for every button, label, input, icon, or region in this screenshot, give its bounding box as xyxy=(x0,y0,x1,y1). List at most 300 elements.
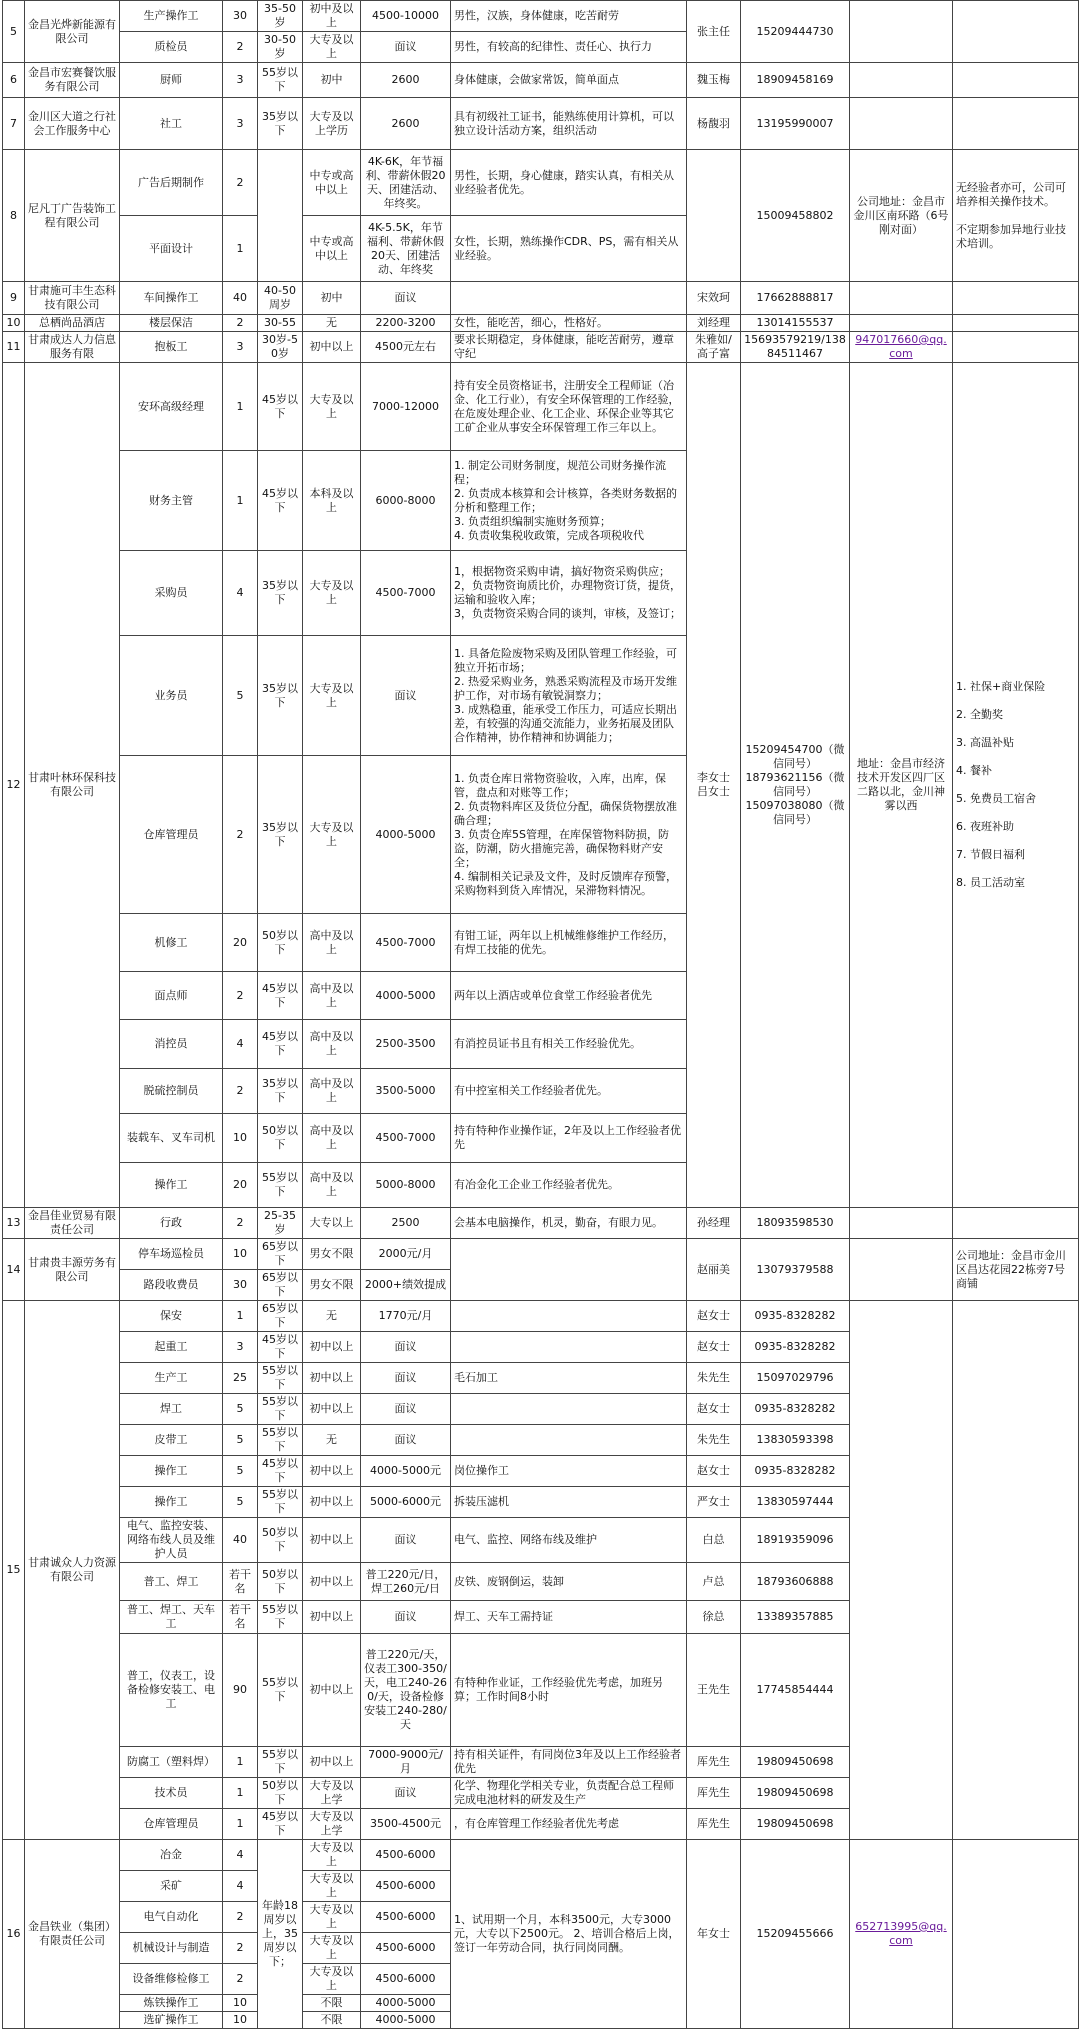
requirements-cell: 男性，长期，身心健康，踏实认真，有相关从业经验者优先。 xyxy=(451,150,687,216)
requirements-cell: 持有特种作业操作证，2年及以上工作经验者优先 xyxy=(451,1114,687,1163)
requirements-cell: 焊工、天车工需持证 xyxy=(451,1601,687,1634)
requirements-cell: 会基本电脑操作，机灵，勤奋，有眼力见。 xyxy=(451,1208,687,1239)
requirements-cell: 1，根据物资采购申请，搞好物资采购供应； 2，负责物资询质比价，办理物资订货，提货，运输和验收入库； 3，负责物资采购合同的谈判，审核，及签订； xyxy=(451,551,687,636)
headcount-cell: 90 xyxy=(223,1634,258,1747)
contact-person-cell: 赵女士 xyxy=(687,1332,741,1363)
address-cell: 地址：金昌市经济技术开发区四厂区二路以北，金川神雾以西 xyxy=(850,363,953,1208)
benefits-cell: 公司地址：金昌市金川区昌达花园22栋旁7号商铺 xyxy=(953,1239,1079,1301)
age-cell: 65岁以下 xyxy=(258,1270,303,1301)
age-cell: 35岁以下 xyxy=(258,98,303,150)
headcount-cell: 2 xyxy=(223,756,258,914)
headcount-cell: 20 xyxy=(223,914,258,972)
requirements-cell: 身体健康，会做家常饭，简单面点 xyxy=(451,63,687,98)
contact-person-cell: 赵女士 xyxy=(687,1301,741,1332)
education-cell: 男女不限 xyxy=(303,1270,361,1301)
position-cell: 普工、焊工 xyxy=(120,1563,223,1601)
benefits-cell: 1. 社保+商业保险 2. 全勤奖 3. 高温补贴 4. 餐补 5. 免费员工宿舍 6. 夜班补助 7. 节假日福利 8. 员工活动室 xyxy=(953,363,1079,1208)
headcount-cell: 5 xyxy=(223,1394,258,1425)
headcount-cell: 10 xyxy=(223,2012,258,2029)
contact-person-cell: 朱先生 xyxy=(687,1425,741,1456)
salary-cell: 3500-5000 xyxy=(361,1069,451,1114)
phone-cell: 0935-8328282 xyxy=(741,1332,850,1363)
salary-cell: 4K-5.5K，年节福利、带薪休假20天、团建活动、年终奖 xyxy=(361,216,451,282)
phone-cell: 0935-8328282 xyxy=(741,1394,850,1425)
requirements-cell: 电气、监控、网络布线及维护 xyxy=(451,1518,687,1563)
contact-person-cell: 宋效珂 xyxy=(687,282,741,315)
contact-person-cell: 魏玉梅 xyxy=(687,63,741,98)
headcount-cell: 20 xyxy=(223,1163,258,1208)
headcount-cell: 1 xyxy=(223,216,258,282)
salary-cell: 面议 xyxy=(361,1363,451,1394)
salary-cell: 面议 xyxy=(361,1601,451,1634)
phone-cell: 15693579219/13884511467 xyxy=(741,332,850,363)
salary-cell: 4500-10000 xyxy=(361,1,451,32)
education-cell: 本科及以上 xyxy=(303,451,361,551)
age-cell: 35岁以下 xyxy=(258,551,303,636)
age-cell: 50岁以下 xyxy=(258,1778,303,1809)
salary-cell: 面议 xyxy=(361,1394,451,1425)
age-cell: 35-50岁 xyxy=(258,1,303,32)
salary-cell: 2500 xyxy=(361,1208,451,1239)
salary-cell: 普工220元/天，仪表工300-350/天，电工240-260/天，设备检修安装工240-280/天 xyxy=(361,1634,451,1747)
phone-cell: 15097029796 xyxy=(741,1363,850,1394)
education-cell: 初中以上 xyxy=(303,332,361,363)
contact-person-cell: 年女士 xyxy=(687,1840,741,2029)
table-row xyxy=(3,1,1079,32)
contact-person-cell: 刘经理 xyxy=(687,315,741,332)
education-cell: 初中以上 xyxy=(303,1487,361,1518)
contact-person-cell: 严女士 xyxy=(687,1487,741,1518)
requirements-cell: 女性，能吃苦，细心，性格好。 xyxy=(451,315,687,332)
headcount-cell: 30 xyxy=(223,1270,258,1301)
address-cell xyxy=(850,315,953,332)
education-cell: 初中以上 xyxy=(303,1563,361,1601)
contact-person-cell: 张主任 xyxy=(687,1,741,63)
requirements-cell: 有冶金化工企业工作经验者优先。 xyxy=(451,1163,687,1208)
position-cell: 仓库管理员 xyxy=(120,756,223,914)
position-cell: 抱板工 xyxy=(120,332,223,363)
position-cell: 社工 xyxy=(120,98,223,150)
phone-cell: 18793606888 xyxy=(741,1563,850,1601)
age-cell: 40-50周岁 xyxy=(258,282,303,315)
phone-cell: 15009458802 xyxy=(741,150,850,282)
salary-cell: 3500-4500元 xyxy=(361,1809,451,1840)
address-cell xyxy=(850,63,953,98)
headcount-cell: 4 xyxy=(223,1840,258,1871)
address-cell xyxy=(850,1239,953,1301)
age-cell: 50岁以下 xyxy=(258,1563,303,1601)
salary-cell: 面议 xyxy=(361,1518,451,1563)
education-cell: 不限 xyxy=(303,2012,361,2029)
headcount-cell: 2 xyxy=(223,1069,258,1114)
age-cell: 35岁以下 xyxy=(258,756,303,914)
education-cell: 大专及以上 xyxy=(303,1840,361,1871)
index-cell: 12 xyxy=(3,363,25,1208)
table-row xyxy=(3,1208,1079,1239)
contact-person-cell: 赵女士 xyxy=(687,1456,741,1487)
phone-cell: 19809450698 xyxy=(741,1778,850,1809)
position-cell: 生产工 xyxy=(120,1363,223,1394)
index-cell: 10 xyxy=(3,315,25,332)
education-cell: 高中及以上 xyxy=(303,1163,361,1208)
requirements-cell: 持有相关证件，有同岗位3年及以上工作经验者优先 xyxy=(451,1747,687,1778)
table-row xyxy=(3,332,1079,363)
position-cell: 防腐工（塑料焊） xyxy=(120,1747,223,1778)
phone-cell: 17662888817 xyxy=(741,282,850,315)
position-cell: 楼层保洁 xyxy=(120,315,223,332)
index-cell: 14 xyxy=(3,1239,25,1301)
position-cell: 质检员 xyxy=(120,32,223,63)
index-cell: 13 xyxy=(3,1208,25,1239)
salary-cell: 2200-3200 xyxy=(361,315,451,332)
salary-cell: 面议 xyxy=(361,1332,451,1363)
salary-cell: 7000-12000 xyxy=(361,363,451,451)
requirements-cell xyxy=(451,1332,687,1363)
index-cell: 11 xyxy=(3,332,25,363)
headcount-cell: 若干名 xyxy=(223,1601,258,1634)
salary-cell: 7000-9000元/月 xyxy=(361,1747,451,1778)
company-cell: 尼凡丁广告装饰工程有限公司 xyxy=(25,150,120,282)
phone-cell: 0935-8328282 xyxy=(741,1456,850,1487)
age-cell: 55岁以下 xyxy=(258,1747,303,1778)
headcount-cell: 1 xyxy=(223,1301,258,1332)
company-cell: 金川区大道之行社会工作服务中心 xyxy=(25,98,120,150)
education-cell: 初中以上 xyxy=(303,1518,361,1563)
position-cell: 选矿操作工 xyxy=(120,2012,223,2029)
education-cell: 初中及以上 xyxy=(303,1,361,32)
index-cell: 7 xyxy=(3,98,25,150)
position-cell: 操作工 xyxy=(120,1163,223,1208)
headcount-cell: 5 xyxy=(223,636,258,756)
headcount-cell: 2 xyxy=(223,972,258,1020)
salary-cell: 4000-5000 xyxy=(361,756,451,914)
phone-cell: 15209454700（微信同号） 18793621156（微信同号） 15097038080（微信同号） xyxy=(741,363,850,1208)
requirements-cell: 化学、物理化学相关专业，负责配合总工程师完成电池材料的研发及生产 xyxy=(451,1778,687,1809)
headcount-cell: 4 xyxy=(223,1020,258,1069)
education-cell: 不限 xyxy=(303,1995,361,2012)
position-cell: 操作工 xyxy=(120,1487,223,1518)
requirements-cell: 男性，汉族，身体健康，吃苦耐劳 xyxy=(451,1,687,32)
index-cell: 9 xyxy=(3,282,25,315)
education-cell: 高中及以上 xyxy=(303,914,361,972)
company-cell: 总栖尚品酒店 xyxy=(25,315,120,332)
requirements-cell: 具有初级社工证书，能熟练使用计算机，可以独立设计活动方案，组织活动 xyxy=(451,98,687,150)
benefits-cell xyxy=(953,282,1079,315)
table-row xyxy=(3,63,1079,98)
education-cell: 大专及以上 xyxy=(303,32,361,63)
salary-cell: 2000+绩效提成 xyxy=(361,1270,451,1301)
age-cell: 45岁以下 xyxy=(258,972,303,1020)
education-cell: 初中以上 xyxy=(303,1456,361,1487)
contact-person-cell: 杨馥羽 xyxy=(687,98,741,150)
age-cell: 30-50岁 xyxy=(258,32,303,63)
table-row xyxy=(3,1301,1079,1332)
education-cell: 大专及以上学 xyxy=(303,1809,361,1840)
position-cell: 电气自动化 xyxy=(120,1902,223,1933)
phone-cell: 13830593398 xyxy=(741,1425,850,1456)
company-cell: 甘肃成达人力信息服务有限 xyxy=(25,332,120,363)
position-cell: 技术员 xyxy=(120,1778,223,1809)
age-cell: 25-35岁 xyxy=(258,1208,303,1239)
requirements-cell: 持有安全员资格证书，注册安全工程师证（冶金、化工行业），有安全环保管理的工作经验，在危废处理企业、化工企业、环保企业等其它工矿企业从事安全环保管理工作三年以上。 xyxy=(451,363,687,451)
age-cell: 50岁以下 xyxy=(258,914,303,972)
position-cell: 电气、监控安装、网络布线人员及维护人员 xyxy=(120,1518,223,1563)
headcount-cell: 2 xyxy=(223,1933,258,1964)
headcount-cell: 1 xyxy=(223,1747,258,1778)
education-cell: 初中以上 xyxy=(303,1394,361,1425)
age-cell: 55岁以下 xyxy=(258,1634,303,1747)
salary-cell: 2600 xyxy=(361,63,451,98)
position-cell: 装载车、叉车司机 xyxy=(120,1114,223,1163)
age-cell: 45岁以下 xyxy=(258,1456,303,1487)
index-cell: 15 xyxy=(3,1301,25,1840)
age-cell: 30-55 xyxy=(258,315,303,332)
age-cell: 45岁以下 xyxy=(258,1020,303,1069)
contact-person-cell: 李女士 吕女士 xyxy=(687,363,741,1208)
phone-cell: 19809450698 xyxy=(741,1809,850,1840)
requirements-cell: 两年以上酒店或单位食堂工作经验者优先 xyxy=(451,972,687,1020)
headcount-cell: 4 xyxy=(223,551,258,636)
salary-cell: 2500-3500 xyxy=(361,1020,451,1069)
requirements-cell: 1、试用期一个月，本科3500元，大专3000元，大专以下2500元。 2、培训合格后上岗，签订一年劳动合同，执行同岗同酬。 xyxy=(451,1840,687,2029)
requirements-cell: 男性，有较高的纪律性、责任心、执行力 xyxy=(451,32,687,63)
position-cell: 仓库管理员 xyxy=(120,1809,223,1840)
phone-cell: 15209444730 xyxy=(741,1,850,63)
age-cell: 55岁以下 xyxy=(258,1487,303,1518)
headcount-cell: 25 xyxy=(223,1363,258,1394)
salary-cell: 4500-6000 xyxy=(361,1871,451,1902)
position-cell: 厨师 xyxy=(120,63,223,98)
requirements-cell xyxy=(451,1394,687,1425)
headcount-cell: 4 xyxy=(223,1871,258,1902)
position-cell: 机械设计与制造 xyxy=(120,1933,223,1964)
education-cell: 初中以上 xyxy=(303,1601,361,1634)
headcount-cell: 5 xyxy=(223,1425,258,1456)
phone-cell: 0935-8328282 xyxy=(741,1301,850,1332)
requirements-cell xyxy=(451,282,687,315)
age-cell xyxy=(258,150,303,282)
salary-cell: 面议 xyxy=(361,282,451,315)
position-cell: 采购员 xyxy=(120,551,223,636)
job-listings-table xyxy=(2,0,1079,2029)
salary-cell: 4500-7000 xyxy=(361,1114,451,1163)
phone-cell: 13195990007 xyxy=(741,98,850,150)
age-cell: 55岁以下 xyxy=(258,1425,303,1456)
requirements-cell: 岗位操作工 xyxy=(451,1456,687,1487)
education-cell: 中专或高中以上 xyxy=(303,216,361,282)
salary-cell: 6000-8000 xyxy=(361,451,451,551)
contact-person-cell: 朱先生 xyxy=(687,1363,741,1394)
position-cell: 普工，仪表工，设备检修安装工、电工 xyxy=(120,1634,223,1747)
position-cell: 焊工 xyxy=(120,1394,223,1425)
salary-cell: 4500-7000 xyxy=(361,551,451,636)
headcount-cell: 5 xyxy=(223,1456,258,1487)
salary-cell: 1770元/月 xyxy=(361,1301,451,1332)
position-cell: 平面设计 xyxy=(120,216,223,282)
headcount-cell: 5 xyxy=(223,1487,258,1518)
table-row xyxy=(3,98,1079,150)
headcount-cell: 30 xyxy=(223,1,258,32)
position-cell: 皮带工 xyxy=(120,1425,223,1456)
headcount-cell: 2 xyxy=(223,1902,258,1933)
position-cell: 停车场巡检员 xyxy=(120,1239,223,1270)
salary-cell: 4500-7000 xyxy=(361,914,451,972)
age-cell: 55岁以下 xyxy=(258,1163,303,1208)
position-cell: 路段收费员 xyxy=(120,1270,223,1301)
address-cell xyxy=(850,1301,953,1840)
age-cell: 65岁以下 xyxy=(258,1239,303,1270)
salary-cell: 4500元左右 xyxy=(361,332,451,363)
salary-cell: 4K-6K，年节福利、带薪休假20天、团建活动、年终奖。 xyxy=(361,150,451,216)
requirements-cell: 有中控室相关工作经验者优先。 xyxy=(451,1069,687,1114)
company-cell: 甘肃叶林环保科技有限公司 xyxy=(25,363,120,1208)
headcount-cell: 1 xyxy=(223,451,258,551)
contact-person-cell: 卢总 xyxy=(687,1563,741,1601)
education-cell: 大专及以上 xyxy=(303,1933,361,1964)
salary-cell: 4500-6000 xyxy=(361,1840,451,1871)
education-cell: 大专及以上 xyxy=(303,1902,361,1933)
requirements-cell: 有特种作业证，工作经验优先考虑，加班另算；工作时间8小时 xyxy=(451,1634,687,1747)
requirements-cell: 有钳工证，两年以上机械维修维护工作经历，有焊工技能的优先。 xyxy=(451,914,687,972)
salary-cell: 4500-6000 xyxy=(361,1933,451,1964)
contact-person-cell: 白总 xyxy=(687,1518,741,1563)
age-cell: 35岁以下 xyxy=(258,1069,303,1114)
education-cell: 无 xyxy=(303,315,361,332)
age-cell: 55岁以下 xyxy=(258,63,303,98)
requirements-cell: 拆装压滤机 xyxy=(451,1487,687,1518)
table-row xyxy=(3,363,1079,451)
salary-cell: 普工220元/日，焊工260元/日 xyxy=(361,1563,451,1601)
table-row xyxy=(3,315,1079,332)
address-cell xyxy=(850,1,953,63)
address-cell xyxy=(850,1208,953,1239)
age-cell: 年龄18周岁以上，35周岁以下； xyxy=(258,1840,303,2029)
salary-cell: 4000-5000 xyxy=(361,1995,451,2012)
position-cell: 起重工 xyxy=(120,1332,223,1363)
age-cell: 45岁以下 xyxy=(258,451,303,551)
salary-cell: 面议 xyxy=(361,1425,451,1456)
contact-person-cell: 厍先生 xyxy=(687,1809,741,1840)
headcount-cell: 40 xyxy=(223,282,258,315)
requirements-cell xyxy=(451,1301,687,1332)
company-cell: 甘肃施可丰生态科技有限公司 xyxy=(25,282,120,315)
address-cell xyxy=(850,98,953,150)
education-cell: 大专及以上 xyxy=(303,1871,361,1902)
age-cell: 65岁以下 xyxy=(258,1301,303,1332)
position-cell: 普工、焊工、天车工 xyxy=(120,1601,223,1634)
salary-cell: 面议 xyxy=(361,636,451,756)
headcount-cell: 2 xyxy=(223,1964,258,1995)
company-cell: 甘肃贵丰源劳务有限公司 xyxy=(25,1239,120,1301)
phone-cell: 17745854444 xyxy=(741,1634,850,1747)
contact-person-cell: 徐总 xyxy=(687,1601,741,1634)
company-cell: 金昌市宏赛餐饮服务有限公司 xyxy=(25,63,120,98)
contact-person-cell: 孙经理 xyxy=(687,1208,741,1239)
benefits-cell xyxy=(953,63,1079,98)
education-cell: 大专及以上学历 xyxy=(303,98,361,150)
address-cell xyxy=(850,282,953,315)
benefits-cell xyxy=(953,98,1079,150)
education-cell: 大专及以上 xyxy=(303,363,361,451)
education-cell: 无 xyxy=(303,1425,361,1456)
company-cell: 金昌铁业（集团）有限责任公司 xyxy=(25,1840,120,2029)
position-cell: 操作工 xyxy=(120,1456,223,1487)
table-row xyxy=(3,1840,1079,1871)
contact-person-cell: 厍先生 xyxy=(687,1747,741,1778)
position-cell: 保安 xyxy=(120,1301,223,1332)
headcount-cell: 3 xyxy=(223,1332,258,1363)
headcount-cell: 若干名 xyxy=(223,1563,258,1601)
headcount-cell: 2 xyxy=(223,150,258,216)
position-cell: 面点师 xyxy=(120,972,223,1020)
headcount-cell: 3 xyxy=(223,63,258,98)
salary-cell: 4500-6000 xyxy=(361,1902,451,1933)
education-cell: 大专以上 xyxy=(303,1208,361,1239)
requirements-cell xyxy=(451,1239,687,1301)
phone-cell: 19809450698 xyxy=(741,1747,850,1778)
education-cell: 大专及以上 xyxy=(303,551,361,636)
position-cell: 机修工 xyxy=(120,914,223,972)
position-cell: 安环高级经理 xyxy=(120,363,223,451)
age-cell: 55岁以下 xyxy=(258,1394,303,1425)
age-cell: 45岁以下 xyxy=(258,1332,303,1363)
headcount-cell: 2 xyxy=(223,1208,258,1239)
phone-cell: 18093598530 xyxy=(741,1208,850,1239)
headcount-cell: 10 xyxy=(223,1114,258,1163)
requirements-cell: 要求长期稳定，身体健康，能吃苦耐劳，遵章守纪 xyxy=(451,332,687,363)
benefits-cell xyxy=(953,1840,1079,2029)
position-cell: 炼铁操作工 xyxy=(120,1995,223,2012)
age-cell: 30岁-50岁 xyxy=(258,332,303,363)
education-cell: 高中及以上 xyxy=(303,1114,361,1163)
phone-cell: 13079379588 xyxy=(741,1239,850,1301)
address-cell xyxy=(850,332,953,363)
education-cell: 高中及以上 xyxy=(303,1020,361,1069)
index-cell: 6 xyxy=(3,63,25,98)
headcount-cell: 10 xyxy=(223,1995,258,2012)
salary-cell: 2000元/月 xyxy=(361,1239,451,1270)
table-row xyxy=(3,150,1079,216)
phone-cell: 18909458169 xyxy=(741,63,850,98)
contact-person-cell: 厍先生 xyxy=(687,1778,741,1809)
requirements-cell: 皮铁、废钢倒运，装卸 xyxy=(451,1563,687,1601)
headcount-cell: 2 xyxy=(223,32,258,63)
education-cell: 初中以上 xyxy=(303,1747,361,1778)
table-row xyxy=(3,1239,1079,1270)
requirements-cell: 1. 负责仓库日常物资验收，入库，出库，保管，盘点和对账等工作； 2. 负责物料库区及货位分配，确保货物摆放准确合理； 3. 负责仓库5S管理，在库保管物料防损，防盗，防潮，防火措施完善，确保物料财产安全； 4. 编制相关记录及文件，及时反馈库存预警，采购物料到货入库情况，呆滞物料情况。 xyxy=(451,756,687,914)
salary-cell: 5000-8000 xyxy=(361,1163,451,1208)
education-cell: 男女不限 xyxy=(303,1239,361,1270)
benefits-cell xyxy=(953,1208,1079,1239)
headcount-cell: 3 xyxy=(223,98,258,150)
phone-cell: 18919359096 xyxy=(741,1518,850,1563)
benefits-cell xyxy=(953,332,1079,363)
email-link[interactable]: 652713995@qq.com xyxy=(855,1920,947,1947)
position-cell: 生产操作工 xyxy=(120,1,223,32)
email-link[interactable]: 947017660@qq.com xyxy=(855,333,947,360)
requirements-cell: 有消控员证书且有相关工作经验优先。 xyxy=(451,1020,687,1069)
headcount-cell: 3 xyxy=(223,332,258,363)
requirements-cell: 1. 具备危险废物采购及团队管理工作经验，可独立开拓市场； 2. 热爱采购业务，熟悉采购流程及市场开发维护工作，对市场有敏锐洞察力； 3. 成熟稳重，能承受工作压力，可适应长期出差，有较强的沟通交流能力，业务拓展及团队合作精神，协作精神和协调能力； xyxy=(451,636,687,756)
salary-cell: 4000-5000元 xyxy=(361,1456,451,1487)
position-cell: 采矿 xyxy=(120,1871,223,1902)
position-cell: 消控员 xyxy=(120,1020,223,1069)
benefits-cell: 无经验者亦可，公司可培养相关操作技术。 不定期参加异地行业技术培训。 xyxy=(953,150,1079,282)
position-cell: 脱硫控制员 xyxy=(120,1069,223,1114)
contact-person-cell xyxy=(687,150,741,282)
salary-cell: 2600 xyxy=(361,98,451,150)
index-cell: 5 xyxy=(3,1,25,63)
